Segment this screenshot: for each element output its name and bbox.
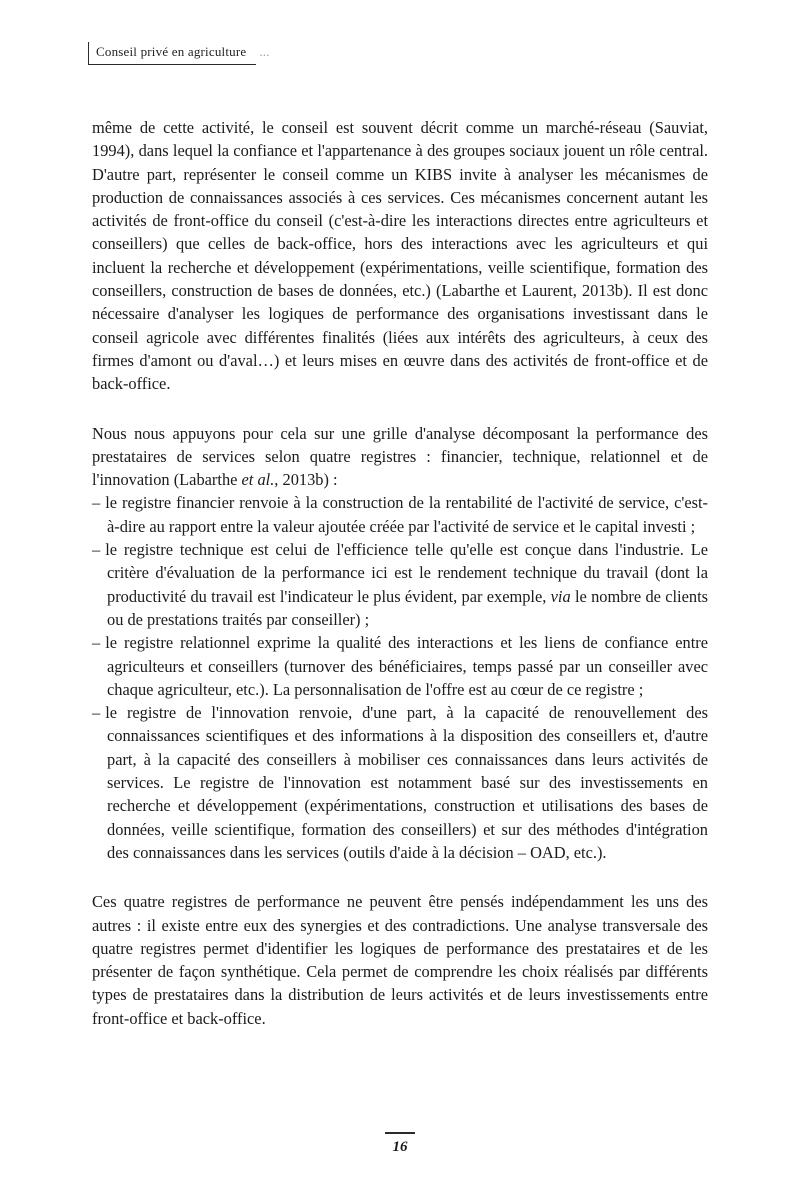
paragraph-3: Ces quatre registres de performance ne peuvent être pensés indépendamment les uns des autres : il existe entre eux des synergies et des contradictions. Une analyse transversale des quatre registres permet d'identifier les logiques de performance des prestataires et de les présenter de façon synthétique. Cela permet de comprendre les choix réalisés par différents types de prestataires dans la distribution de leurs activités et de leurs investissements entre front-office et back-office.	[92, 892, 708, 1028]
list-item-text-after: le nombre de clients ou de prestations traités par conseiller) ;	[107, 586, 709, 629]
list-item-registre-innovation	[92, 701, 708, 864]
paragraph-2-italic: et al.	[241, 470, 275, 490]
list-item-registre-relationnel	[92, 631, 708, 701]
footer-rule	[385, 1132, 415, 1134]
list-item-text: le registre technique est celui de l'efficience telle qu'elle est conçue dans l'industrie. Le critère d'évaluation de la performance ici est le rendement technique du travail (dont la productivité du travail est l'indicateur le plus évident, par exemple,	[105, 540, 708, 606]
page-footer	[0, 1132, 800, 1156]
list-item-text: le registre relationnel exprime la qualité des interactions et les liens de confiance entre agriculteurs et conseillers (turnover des bénéficiaires, temps passé par un conseiller avec chaque agriculteur, etc.). La personnalisation de l'offre est au cœur de ce registre ;	[105, 633, 708, 699]
running-header	[88, 42, 270, 65]
paragraph-2-text: Nous nous appuyons pour cela sur une grille d'analyse décomposant la performance des prestataires de services selon quatre registres : financier, technique, relationnel et de l'innovation (Labarthe	[92, 423, 708, 490]
page-number: 16	[392, 1139, 408, 1155]
registers-list	[92, 491, 708, 864]
running-title: Conseil privé en agriculture	[88, 42, 256, 65]
list-item-registre-financier	[92, 491, 708, 538]
list-dash: –	[92, 633, 101, 653]
list-item-italic: via	[550, 586, 571, 606]
list-dash: –	[92, 703, 101, 723]
paragraph-1: même de cette activité, le conseil est souvent décrit comme un marché-réseau (Sauviat, 1994), dans lequel la confiance et l'appartenance à des groupes sociaux jouent un rôle central. D'autre part, représenter le conseil comme un KIBS invite à analyser les mécanismes de production de connaissances associés à ces services. Ces mécanismes concernent autant les activités de front-office du conseil (c'est-à-dire les interactions directes entre agriculteurs et conseillers) que celles de back-office, hors des interactions avec les agriculteurs et qui incluent la recherche et développement (expérimentations, veille scientifique, formation des conseillers, construction de bases de données, etc.) (Labarthe et Laurent, 2013b). Il est donc nécessaire d'analyser les logiques de performance des organisations investissant dans le conseil agricole avec différentes finalités (liées aux intérêts des agriculteurs, à ceux des firmes d'amont ou d'aval…) et leurs mises en œuvre dans des activités de front-office et de back-office.	[92, 118, 708, 394]
paragraph-2-text-after: , 2013b) :	[274, 470, 338, 490]
header-ellipsis: ...	[259, 44, 270, 59]
page-body	[92, 116, 708, 1056]
list-item-text: le registre de l'innovation renvoie, d'une part, à la capacité de renouvellement des connaissances scientifiques et des informations à la disposition des conseillers et, d'autre part, à la capacité des conseillers à mobiliser ces connaissances dans leurs activités de services. Le registre de l'innovation est notamment basé sur des investissements en recherche et développement (expérimentations, construction et utilisations des bases de données, veille scientifique, formation des conseillers) et sur des méthodes d'intégration des connaissances dans les services (outils d'aide à la décision – OAD, etc.).	[105, 703, 708, 862]
list-item-text: le registre financier renvoie à la construction de la rentabilité de l'activité de service, c'est-à-dire au rapport entre la valeur ajoutée créée par l'activité de service et le capital investi ;	[105, 493, 708, 536]
list-dash: –	[92, 540, 101, 560]
paragraph-2	[92, 422, 708, 492]
list-item-registre-technique	[92, 538, 708, 631]
list-dash: –	[92, 493, 101, 513]
